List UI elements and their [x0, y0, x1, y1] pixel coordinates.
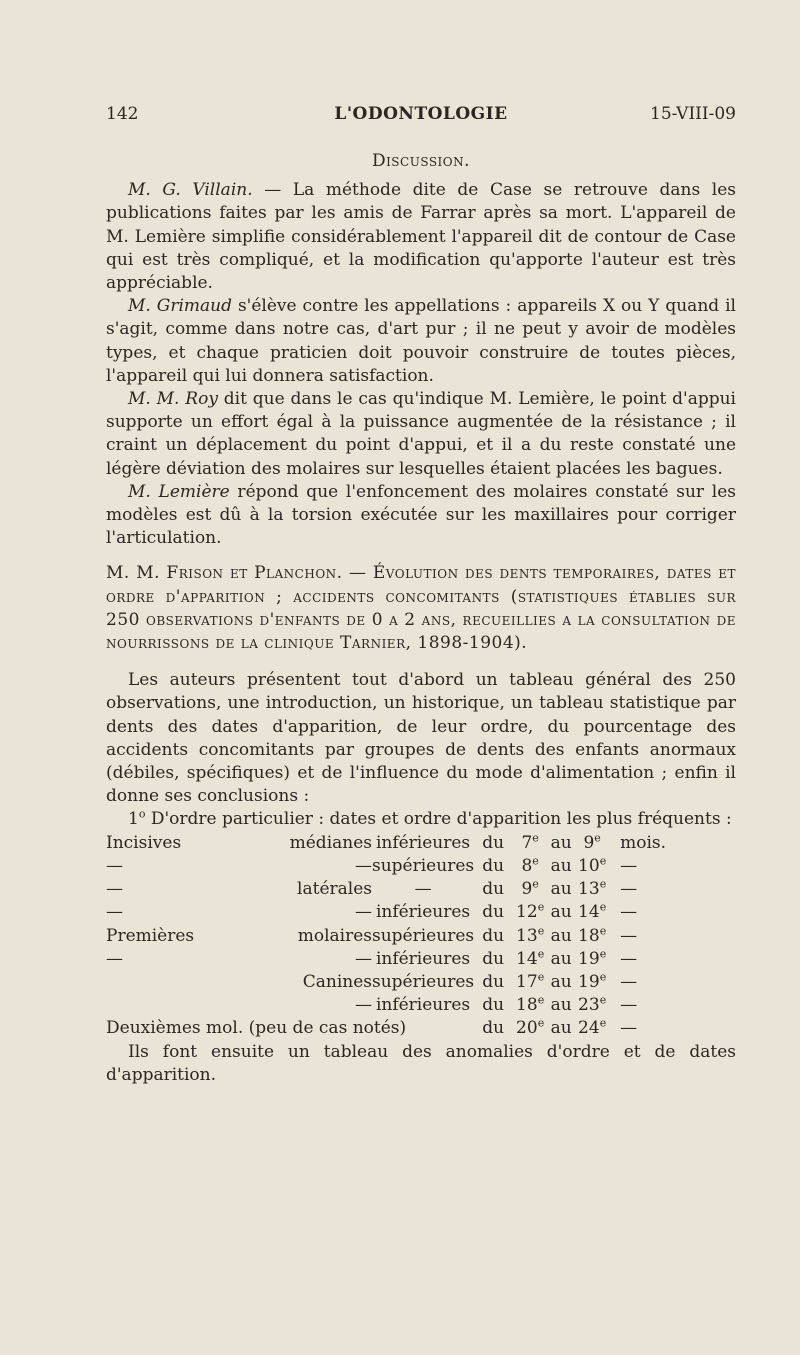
to-month-number: 23	[578, 995, 600, 1016]
from-month-suffix: e	[537, 947, 545, 961]
from-cell	[512, 925, 548, 948]
jaw-cell: supérieures	[372, 855, 475, 876]
speaker-name: M. Lemière	[128, 481, 230, 502]
abstract-authors: M. M. Frison et Planchon.	[106, 563, 343, 584]
du-cell: du	[482, 925, 505, 946]
du-cell: du	[482, 832, 505, 853]
tooth-group-cell: Deuxièmes mol. (peu de cas notés)	[106, 1018, 407, 1039]
to-month-suffix: e	[599, 970, 607, 984]
from-month-suffix: e	[532, 831, 539, 845]
tooth-type-cell: —	[355, 995, 372, 1016]
to-month-suffix: e	[594, 831, 601, 845]
abstract-heading	[106, 562, 736, 655]
paragraph-summary: Les auteurs présentent tout d'abord un tableau général des 250 observations, une introduction, un historique, un tableau statistique par dents des dates d'apparition, de leur ordre, du pourcentage des accidents concomitants par groupes de dents des enfants anormaux (débiles, spécifiques) et de l'influence du mode d'alimentation ; enfin il donne ses conclusions :	[106, 670, 736, 807]
to-month-number: 9	[583, 832, 595, 853]
from-month-suffix: e	[537, 923, 545, 937]
du-cell: du	[482, 948, 505, 969]
jaw-cell: supérieures	[372, 925, 475, 946]
au-cell: au	[550, 925, 572, 946]
page-body	[106, 150, 736, 1087]
to-month-suffix: e	[599, 993, 607, 1007]
to-cell	[574, 855, 610, 878]
end-cell: mois.	[620, 832, 667, 853]
tooth-type-cell: —	[355, 902, 372, 923]
tooth-group-cell: Premières	[106, 925, 195, 946]
table-row	[106, 855, 736, 878]
du-cell: du	[482, 971, 505, 992]
to-month-number: 18	[578, 925, 600, 946]
tooth-group-cell: Incisives	[106, 832, 182, 853]
from-month-number: 9	[521, 879, 533, 900]
to-month-suffix: e	[599, 923, 607, 937]
tooth-type-cell: molaires	[297, 925, 372, 946]
end-cell: —	[620, 971, 638, 992]
tooth-type-cell: médianes	[289, 832, 372, 853]
to-cell	[574, 948, 610, 971]
to-cell	[574, 1017, 610, 1040]
from-month-suffix: e	[537, 900, 545, 914]
running-header	[106, 104, 736, 128]
to-month-number: 19	[578, 971, 600, 992]
table-row	[106, 971, 736, 994]
to-cell	[574, 901, 610, 924]
paragraph-text: D'ordre particulier : dates et ordre d'apparition les plus fréquents :	[145, 809, 732, 830]
end-cell: —	[620, 902, 638, 923]
jaw-cell: —	[414, 879, 432, 900]
paragraph-text: répond que l'enfoncement des molaires constaté sur les modèles est dû à la torsion exécutée sur les maxillaires pour corriger l'articulation.	[106, 481, 736, 549]
du-cell: du	[482, 879, 505, 900]
jaw-cell: inférieures	[375, 832, 471, 853]
end-cell: —	[620, 1018, 638, 1039]
table-row	[106, 948, 736, 971]
du-cell: du	[482, 995, 505, 1016]
tooth-group-cell: —	[106, 902, 123, 923]
from-month-suffix: e	[532, 854, 539, 868]
paragraph-grimaud	[106, 295, 736, 388]
from-month-number: 17	[516, 971, 538, 992]
paragraph-roy	[106, 388, 736, 481]
au-cell: au	[550, 902, 572, 923]
table-row	[106, 832, 736, 855]
tooth-type-cell: —	[355, 855, 372, 876]
to-cell	[574, 878, 610, 901]
end-cell: —	[620, 925, 638, 946]
to-month-suffix: e	[599, 877, 607, 891]
table-body	[106, 832, 736, 1041]
abstract-title: — Évolution des dents temporaires, dates et ordre d'apparition ; accidents concomitants (statistiques établies sur 250 observations d'enfants de 0 a 2 ans, recueillies a la consultation de nourrissons de la clinique Tarnier, 1898-1904).	[106, 563, 736, 654]
to-cell	[574, 994, 610, 1017]
from-cell	[512, 994, 548, 1017]
from-cell	[512, 832, 548, 855]
jaw-cell: inférieures	[375, 948, 471, 969]
speaker-name: M. M. Roy	[128, 389, 218, 410]
from-month-number: 18	[516, 995, 538, 1016]
eruption-table	[106, 832, 736, 1041]
to-month-number: 10	[578, 855, 600, 876]
month-suffix: e	[599, 1016, 607, 1030]
au-cell: au	[550, 971, 572, 992]
to-month-suffix: e	[599, 854, 607, 868]
tooth-group-cell: —	[106, 948, 123, 969]
end-cell: —	[620, 879, 638, 900]
au-cell: au	[550, 832, 572, 853]
section-heading: Discussion.	[371, 151, 471, 171]
page-number: 142	[106, 104, 139, 124]
from-month-number: 12	[516, 902, 538, 923]
speaker-name: M. G. Villain.	[128, 180, 253, 201]
au-cell: au	[550, 1018, 572, 1039]
issue-date: 15-VIII-09	[650, 104, 736, 124]
from-month-number: 7	[521, 832, 533, 853]
journal-title: L'ODONTOLOGIE	[334, 104, 508, 124]
end-cell: —	[620, 995, 638, 1016]
to-cell	[574, 832, 610, 855]
tooth-group-cell: —	[106, 879, 123, 900]
end-cell: —	[620, 855, 638, 876]
from-cell	[512, 855, 548, 878]
au-cell: au	[550, 879, 572, 900]
list-number-sup: o	[138, 807, 146, 821]
paragraph-text: s'élève contre les appellations : appareils X ou Y quand il s'agit, comme dans notre cas, d'art pur ; il ne peut y avoir de modèles types, et chaque praticien doit pouvoir construire de toutes pièces, l'appareil qui lui donnera satisfaction.	[106, 296, 736, 386]
from-month-number: 8	[521, 855, 533, 876]
tooth-type-cell: Canines	[302, 971, 372, 992]
tooth-type-cell: latérales	[297, 879, 372, 900]
month-number: 20	[516, 1018, 538, 1039]
to-month-number: 13	[578, 879, 600, 900]
jaw-cell: supérieures	[372, 971, 475, 992]
table-row	[106, 1017, 736, 1040]
list-number: 1	[128, 809, 139, 830]
paragraph-text: dit que dans le cas qu'indique M. Lemière, le point d'appui supporte un effort égal à la puissance augmentée de la résistance ; il craint un déplacement du point d'appui, et il a du reste constaté une légère déviation des molaires sur lesquelles étaient placées les bagues.	[106, 389, 736, 479]
from-month-suffix: e	[537, 993, 545, 1007]
from-cell	[512, 1017, 548, 1040]
to-cell	[574, 925, 610, 948]
speaker-name: M. Grimaud	[128, 296, 232, 317]
paragraph-final: Ils font ensuite un tableau des anomalies d'ordre et de dates d'apparition.	[106, 1041, 736, 1085]
du-cell: du	[482, 902, 505, 923]
to-month-suffix: e	[599, 900, 607, 914]
table-row	[106, 925, 736, 948]
from-cell	[512, 901, 548, 924]
to-month-number: 19	[578, 948, 600, 969]
au-cell: au	[550, 995, 572, 1016]
from-cell	[512, 971, 548, 994]
from-month-number: 13	[516, 925, 538, 946]
tooth-type-cell: —	[355, 948, 372, 969]
jaw-cell: inférieures	[375, 995, 471, 1016]
table-row	[106, 994, 736, 1017]
from-cell	[512, 878, 548, 901]
to-month-number: 14	[578, 902, 600, 923]
au-cell: au	[550, 855, 572, 876]
table-row	[106, 901, 736, 924]
from-cell	[512, 948, 548, 971]
tooth-group-cell: —	[106, 855, 123, 876]
paragraph-text: — La méthode dite de Case se retrouve dans les publications faites par les amis de Farrar après sa mort. L'appareil de M. Lemière simplifie considérablement l'appareil dit de contour de Case qui est très compliqué, et la modification qu'apporte l'auteur est très appréciable.	[106, 180, 737, 294]
du-cell: du	[482, 1018, 505, 1039]
from-month-suffix: e	[537, 970, 545, 984]
month-number: 24	[578, 1018, 600, 1039]
tooth-group-cell	[106, 994, 254, 1017]
au-cell: au	[550, 948, 572, 969]
from-month-suffix: e	[532, 877, 539, 891]
table-row	[106, 878, 736, 901]
to-month-suffix: e	[599, 947, 607, 961]
to-cell	[574, 971, 610, 994]
month-suffix: e	[537, 1016, 545, 1030]
from-month-number: 14	[516, 948, 538, 969]
end-cell: —	[620, 948, 638, 969]
paragraph-villain	[106, 179, 736, 295]
du-cell: du	[482, 855, 505, 876]
tooth-group-cell	[106, 971, 254, 994]
paragraph-conclusion-1	[106, 808, 736, 831]
jaw-cell: inférieures	[375, 902, 471, 923]
paragraph-lemiere	[106, 481, 736, 551]
